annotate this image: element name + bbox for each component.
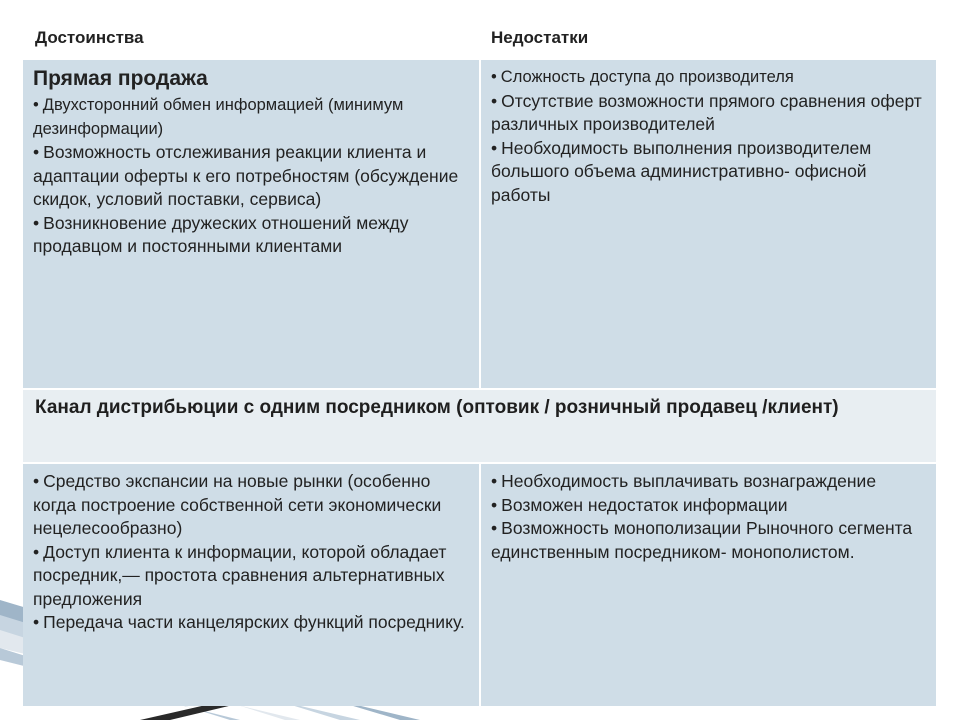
header-advantages: Достоинства — [35, 28, 144, 47]
one-intermediary-disadvantages-cell — [481, 464, 936, 706]
list-item: • Возможность отслеживания реакции клиента и адаптации оферты к его потребностям (обсуждение скидок, условий поставки, сервиса) — [33, 142, 459, 209]
bullet-icon: • — [33, 96, 39, 114]
direct-sales-advantages-list — [33, 94, 469, 259]
bullet-icon: • — [491, 518, 498, 538]
list-item: • Возникновение дружеских отношений между продавцом и постоянными клиентами — [33, 212, 409, 256]
list-item: • Отсутствие возможности прямого сравнения оферт различных производителей — [491, 90, 922, 134]
list-item: • Сложность доступа до производителя — [491, 68, 794, 86]
list-item: • Передача части канцелярских функций посреднику. — [33, 612, 465, 632]
bullet-icon: • — [33, 612, 40, 632]
bullet-icon: • — [491, 137, 498, 158]
direct-sales-advantages-cell — [23, 60, 479, 388]
bullet-icon: • — [491, 471, 498, 491]
list-item: • Необходимость выплачивать вознаграждение — [491, 471, 877, 491]
comparison-table — [23, 18, 936, 706]
direct-sales-title: Прямая продажа — [33, 67, 208, 90]
bullet-icon: • — [491, 68, 497, 86]
bullet-icon: • — [491, 90, 498, 111]
list-item: • Доступ клиента к информации, которой обладает посредник,— простота сравнения альтернативных предложения — [33, 541, 447, 609]
list-item: • Двухсторонний обмен информацией (минимум дезинформации) — [33, 96, 404, 138]
one-intermediary-advantages-cell — [23, 464, 479, 706]
bullet-icon: • — [491, 494, 498, 515]
one-intermediary-title: Канал дистрибьюции с одним посредником (оптовик / розничный продавец /клиент) — [35, 397, 839, 418]
bullet-icon: • — [33, 142, 40, 162]
list-item: • Возможность монополизации Рыночного сегмента единственным посредником- монополистом. — [491, 518, 913, 562]
bullet-icon: • — [33, 541, 40, 562]
table-header — [23, 18, 936, 60]
one-intermediary-title-row — [23, 390, 936, 462]
list-item: • Необходимость выполнения производителем большого объема административно- офисной работы — [491, 137, 872, 205]
one-intermediary-advantages-list — [33, 470, 469, 635]
direct-sales-disadvantages-list — [491, 66, 926, 207]
direct-sales-disadvantages-cell — [481, 60, 936, 388]
list-item: • Возможен недостаток информации — [491, 494, 788, 515]
list-item: • Средство экспансии на новые рынки (особенно когда построение собственной сети экономически нецелесообразно) — [33, 471, 442, 538]
bullet-icon: • — [33, 212, 40, 233]
header-disadvantages: Недостатки — [491, 28, 589, 47]
bullet-icon: • — [33, 471, 40, 491]
one-intermediary-disadvantages-list — [491, 470, 926, 564]
